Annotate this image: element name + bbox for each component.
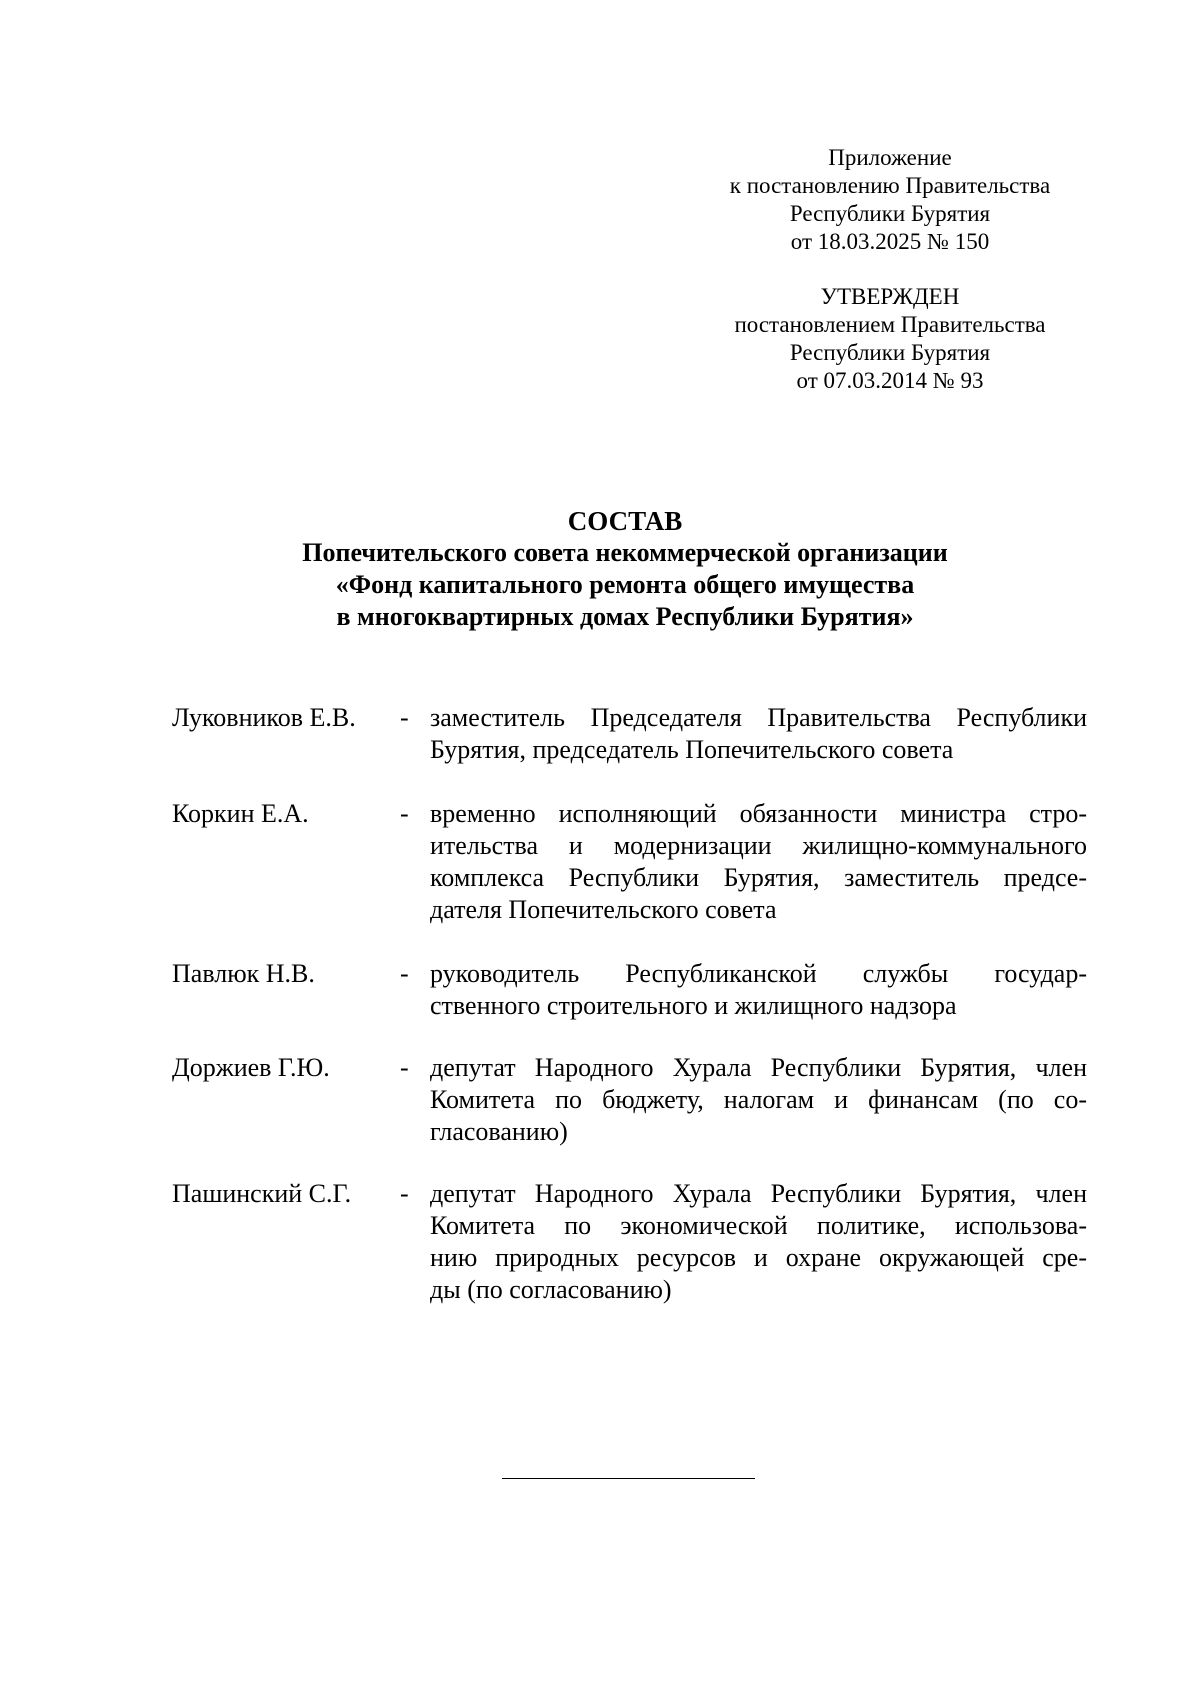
member-role — [430, 1052, 1087, 1148]
title-line: в многоквартирных домах Республики Бурятия» — [336, 602, 914, 631]
title-line: Попечительского совета некоммерческой организации — [302, 538, 948, 567]
member-dash: - — [400, 703, 409, 732]
appendix-line: Приложение — [828, 145, 952, 170]
appendix-line: от 18.03.2025 № 150 — [790, 229, 990, 254]
member-role-line: Комитета по экономической политике, использова- — [430, 1211, 1087, 1240]
member-role — [430, 1178, 1087, 1306]
member-dash: - — [400, 959, 409, 988]
member-role — [430, 702, 1087, 766]
member-name: Луковников Е.В. — [172, 703, 356, 732]
member-role-line: дателя Попечительского совета — [430, 895, 777, 924]
member-role-line: ды (по согласованию) — [430, 1275, 672, 1304]
member-dash: - — [400, 1179, 409, 1208]
approval-line: постановлением Правительства — [734, 312, 1046, 337]
member-role-line: временно исполняющий обязанности министра стро- — [430, 799, 1087, 828]
member-dash: - — [400, 799, 409, 828]
appendix-reference — [700, 144, 1080, 256]
member-entry — [172, 958, 1087, 1022]
member-name: Пашинский С.Г. — [172, 1179, 352, 1208]
member-role — [430, 958, 1087, 1022]
approval-line: Республики Бурятия — [789, 340, 991, 365]
end-divider — [502, 1478, 755, 1479]
member-role-line: Бурятия, председатель Попечительского совета — [430, 735, 954, 764]
member-entry — [172, 702, 1087, 766]
document-title — [170, 505, 1080, 633]
member-role — [430, 798, 1087, 926]
member-role-line: комплекса Республики Бурятия, заместитель предсе- — [430, 863, 1087, 892]
member-role-line: руководитель Республиканской службы государ- — [430, 959, 1087, 988]
member-entry — [172, 1052, 1087, 1148]
member-role-line: депутат Народного Хурала Республики Бурятия, член — [430, 1179, 1087, 1208]
member-name: Павлюк Н.В. — [172, 959, 315, 988]
appendix-line: к постановлению Правительства — [729, 173, 1051, 198]
member-role-line: гласованию) — [430, 1117, 568, 1146]
appendix-line: Республики Бурятия — [789, 201, 991, 226]
member-entry — [172, 798, 1087, 926]
member-role-line: ительства и модернизации жилищно-коммунального — [430, 831, 1087, 860]
member-role-line: депутат Народного Хурала Республики Бурятия, член — [430, 1053, 1087, 1082]
member-role-line: заместитель Председателя Правительства Республики — [430, 703, 1087, 732]
member-entry — [172, 1178, 1087, 1306]
member-role-line: Комитета по бюджету, налогам и финансам (по со- — [430, 1085, 1087, 1114]
approval-line: от 07.03.2014 № 93 — [796, 368, 984, 393]
title-line: «Фонд капитального ремонта общего имущества — [335, 570, 915, 599]
member-role-line: нию природных ресурсов и охране окружающей сре- — [430, 1243, 1087, 1272]
member-name: Коркин Е.А. — [172, 799, 309, 828]
title-heading: СОСТАВ — [567, 506, 683, 536]
approval-reference — [700, 283, 1080, 395]
member-dash: - — [400, 1053, 409, 1082]
approval-line: УТВЕРЖДЕН — [820, 284, 960, 309]
member-role-line: ственного строительного и жилищного надзора — [430, 991, 957, 1020]
member-name: Доржиев Г.Ю. — [172, 1053, 330, 1082]
